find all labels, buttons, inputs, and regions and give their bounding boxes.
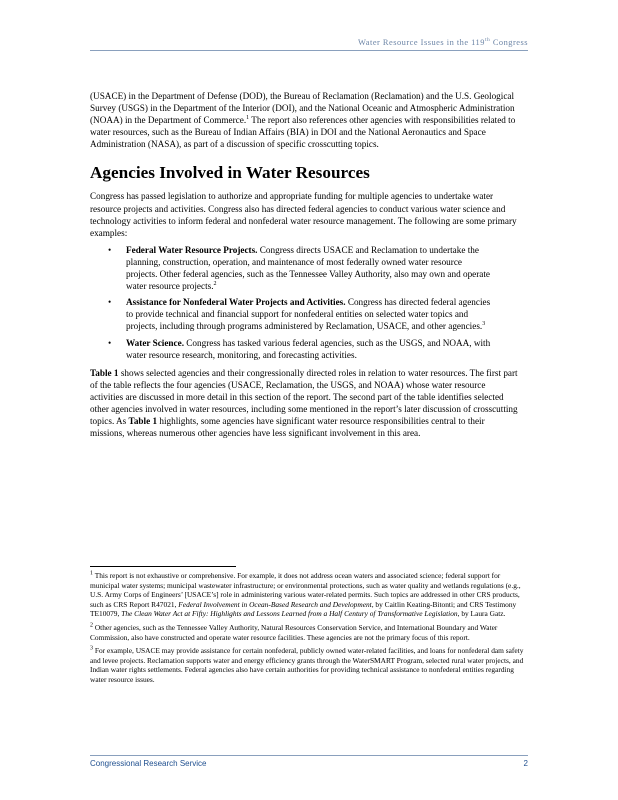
footer-publisher: Congressional Research Service — [90, 759, 207, 768]
footnote-ref-2[interactable]: 2 — [213, 281, 217, 288]
bullet-title: Federal Water Resource Projects. — [126, 244, 258, 255]
footnote-ref-3[interactable]: 3 — [482, 321, 486, 328]
footnote-text: , by Laura Gatz. — [457, 609, 506, 619]
bullet-text: Congress has directed federal agencies to provide technical and financial support for nonfederal entities on selected water topics and projects, including through programs administered by Reclamation, USACE, and other agencies. — [126, 297, 491, 332]
running-header — [358, 38, 528, 47]
table-reference-paragraph — [90, 367, 518, 440]
page-number: 2 — [523, 759, 528, 768]
main-content — [90, 90, 518, 444]
bullet-title: Water Science. — [126, 337, 184, 348]
footnote-number: 2 — [90, 622, 93, 629]
table-1-link[interactable]: Table 1 — [90, 367, 119, 378]
footnote-text: For example, USACE may provide assistance for certain nonfederal, publicly owned water-related facilities, and loans for nonfederal dam safety and levee projects. Reclamation supports water and energy efficiency grants through the WaterSMART Program, selected rural water projects, and Indian water rights settlements. Federal agencies also have certain authorities for providing technical assistance to nonfederal entities regarding water resource issues. — [90, 646, 524, 684]
footnote-separator — [90, 566, 236, 567]
table-para-text: shows selected agencies and their congressionally directed roles in relation to water resources. The first part of the table reflects the four agencies (USACE, Reclamation, the USGS, and NOAA) whose water resource activities are discussed in more detail in this section of the report. The second part of the table identifies selected other agencies involved in water resources, including some mentioned in the report’s later discussion of crosscutting topics. As — [90, 367, 518, 427]
table-para-text-cont: highlights, some agencies have significant water resource responsibilities central to their missions, whereas numerous other agencies have less significant involvement in this area. — [90, 416, 485, 439]
running-header-ordinal: th — [484, 37, 491, 44]
footnote-3 — [90, 646, 528, 684]
footer-rule — [90, 755, 528, 756]
bullet-marker: • — [108, 337, 112, 348]
bullet-text: Congress directs USACE and Reclamation to undertake the planning, construction, operation, and maintenance of most federally owned water resource projects. Other federal agencies, such as the Tennessee Valley Authority, also may own and operate water resource projects. — [126, 244, 491, 292]
running-header-title-end: Congress — [490, 38, 528, 47]
footnote-text: , by Caitlin Keating-Bitonti; and CRS Testimony TE10079, — [90, 599, 517, 619]
intro-text: (USACE) in the Department of Defense (DOD), the Bureau of Reclamation (Reclamation) and the U.S. Geological Survey (USGS) in the Department of the Interior (DOI), and the National Oceanic and Atmospheric Administration (NOAA) in the Department of Commerce. — [90, 91, 515, 126]
header-rule — [90, 50, 528, 51]
intro-paragraph — [90, 90, 518, 150]
footnote-2 — [90, 623, 528, 642]
footnote-number: 1 — [90, 570, 93, 577]
footnote-citation-title: The Clean Water Act at Fifty: Highlights and Lessons Learned from a Half Century of Transformative Legislation — [121, 609, 458, 619]
bullet-list — [90, 244, 518, 361]
footnote-number: 3 — [90, 645, 93, 652]
bullet-text: Congress has tasked various federal agencies, such as the USGS, and NOAA, with water resource research, monitoring, and forecasting activities. — [126, 337, 491, 360]
bullet-marker: • — [108, 297, 112, 308]
table-1-link[interactable]: Table 1 — [128, 416, 158, 427]
bullet-item — [90, 244, 518, 292]
bullet-item — [90, 337, 518, 361]
bullet-marker: • — [108, 244, 112, 255]
section-lead-paragraph: Congress has passed legislation to authorize and appropriate funding for multiple agencies to undertake water resource projects and activities. Congress also has directed federal agencies to conduct various water science and technology activities to inform federal and nonfederal water resource management. The following are some primary examples: — [90, 191, 517, 238]
footnote-text: This report is not exhaustive or comprehensive. For example, it does not address ocean waters and associated science; federal support for municipal water systems; municipal wastewater infrastructure; or environmental protections, such as water quality and wetlands regulations (e.g., U.S. Army Corps of Engineers’ [USACE’s] role in administering various water-related permits. Such topics are addressed in other CRS products, such as CRS Report R47021, — [90, 571, 521, 609]
intro-text-cont: The report also references other agencies with responsibilities related to water resources, such as the Bureau of Indian Affairs (BIA) in DOI and the National Aeronautics and Space Administration (NASA), as part of a discussion of specific crosscutting topics. — [90, 115, 516, 150]
footnote-ref-1[interactable]: 1 — [246, 115, 250, 122]
footnote-text: Other agencies, such as the Tennessee Valley Authority, Natural Resources Conservation Service, and International Boundary and Water Commission, also have constructed and operate water resource facilities. These agencies are not the primary focus of this report. — [90, 622, 498, 642]
footnote-citation-title: Federal Involvement in Ocean-Based Research and Development — [178, 599, 372, 609]
bullet-title: Assistance for Nonfederal Water Projects and Activities. — [126, 297, 346, 308]
bullet-item — [90, 296, 518, 332]
running-header-title: Water Resource Issues in the 119 — [358, 38, 485, 47]
footnotes — [90, 571, 528, 689]
footnote-1 — [90, 571, 528, 619]
section-heading: Agencies Involved in Water Resources — [90, 163, 370, 183]
